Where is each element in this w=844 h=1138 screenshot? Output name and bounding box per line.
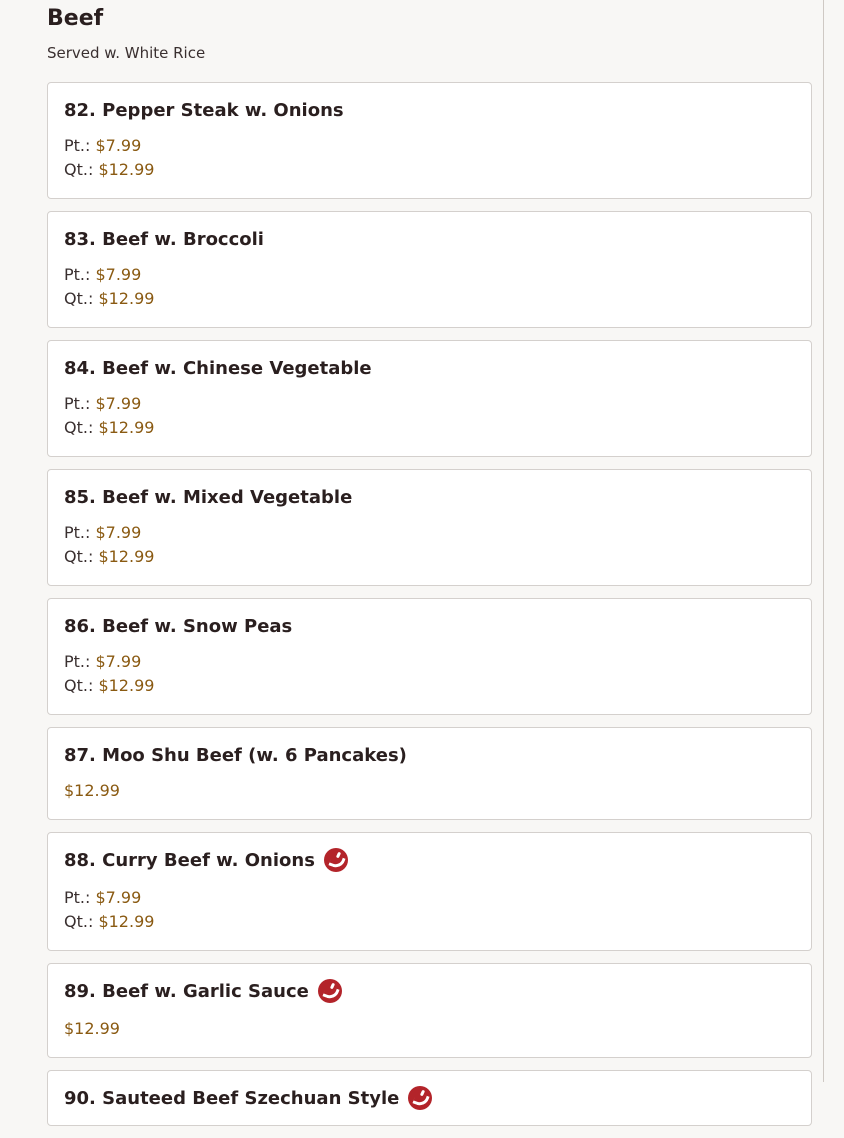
menu-item-prices [64,779,795,803]
price-value: $12.99 [98,676,155,695]
menu-item-header [64,744,795,766]
menu-item-name: 84. Beef w. Chinese Vegetable [64,357,372,379]
price-size-label: Pt.: [64,523,96,542]
price-row [64,392,795,416]
menu-item-name: 86. Beef w. Snow Peas [64,615,293,637]
price-row [64,886,795,910]
price-size-label: Qt.: [64,912,99,931]
price-value: $7.99 [95,523,142,542]
price-row [64,263,795,287]
menu-item-header [64,615,795,637]
price-size-label: Pt.: [64,136,96,155]
menu-item-list [47,82,812,1126]
menu-item-prices [64,134,795,182]
price-value: $7.99 [95,265,142,284]
menu-item-card[interactable] [47,727,812,820]
menu-item-card[interactable] [47,82,812,199]
menu-item-name: 89. Beef w. Garlic Sauce [64,980,309,1002]
spicy-pepper-icon [408,1086,432,1110]
section-title: Beef [47,6,104,31]
price-value: $12.99 [64,781,120,800]
price-row [64,545,795,569]
menu-item-name: 88. Curry Beef w. Onions [64,849,315,871]
price-value: $7.99 [95,652,142,671]
menu-item-card[interactable] [47,211,812,328]
spicy-pepper-icon [324,848,348,872]
menu-item-prices [64,1017,795,1041]
price-size-label: Pt.: [64,652,96,671]
menu-item-name: 87. Moo Shu Beef (w. 6 Pancakes) [64,744,407,766]
price-value: $12.99 [98,547,155,566]
menu-item-header [64,99,795,121]
price-row [64,910,795,934]
menu-item-card[interactable] [47,598,812,715]
menu-item-name: 85. Beef w. Mixed Vegetable [64,486,353,508]
price-row [64,779,795,803]
price-value: $12.99 [98,289,155,308]
price-size-label: Qt.: [64,547,99,566]
spicy-pepper-icon [318,979,342,1003]
menu-item-prices [64,886,795,934]
menu-item-card[interactable] [47,1070,812,1126]
price-value: $7.99 [95,394,142,413]
price-row [64,1017,795,1041]
price-value: $7.99 [95,136,142,155]
price-size-label: Qt.: [64,676,99,695]
menu-item-header [64,849,795,871]
price-size-label: Qt.: [64,289,99,308]
menu-item-card[interactable] [47,469,812,586]
price-size-label: Qt.: [64,418,99,437]
price-size-label: Qt.: [64,160,99,179]
menu-item-card[interactable] [47,340,812,457]
menu-item-header [64,486,795,508]
section-subtitle: Served w. White Rice [47,44,206,62]
price-value: $12.99 [98,912,155,931]
menu-item-prices [64,392,795,440]
price-row [64,674,795,698]
price-size-label: Pt.: [64,394,96,413]
price-row [64,650,795,674]
price-value: $12.99 [64,1019,120,1038]
menu-item-prices [64,650,795,698]
menu-item-header [64,357,795,379]
menu-item-name: 90. Sauteed Beef Szechuan Style [64,1087,400,1109]
menu-item-header [64,228,795,250]
menu-item-header [64,1087,795,1109]
menu-item-card[interactable] [47,832,812,951]
price-value: $12.99 [98,160,155,179]
menu-item-header [64,980,795,1002]
price-row [64,287,795,311]
price-row [64,158,795,182]
right-divider [823,0,824,1082]
price-value: $7.99 [95,888,142,907]
menu-item-prices [64,263,795,311]
price-row [64,134,795,158]
menu-section-beef [47,0,812,1138]
menu-item-card[interactable] [47,963,812,1058]
price-row [64,521,795,545]
menu-item-name: 83. Beef w. Broccoli [64,228,264,250]
price-size-label: Pt.: [64,888,96,907]
menu-item-name: 82. Pepper Steak w. Onions [64,99,344,121]
price-size-label: Pt.: [64,265,96,284]
menu-item-prices [64,521,795,569]
price-row [64,416,795,440]
price-value: $12.99 [98,418,155,437]
